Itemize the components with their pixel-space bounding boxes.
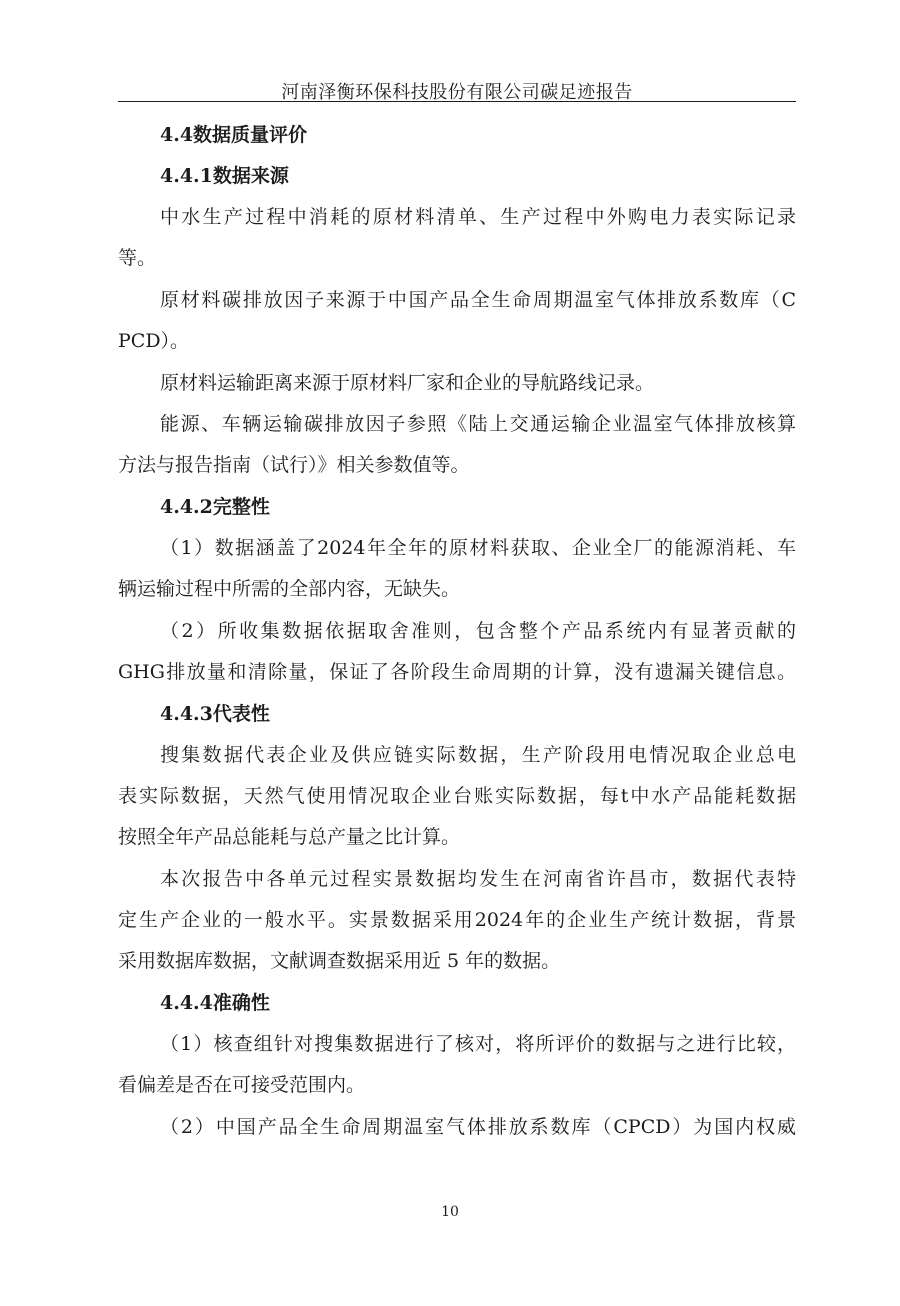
heading-4-4-3: 4.4.3代表性 (160, 703, 270, 725)
page-number: 10 (441, 1204, 459, 1220)
paragraph-line: 辆运输过程中所需的全部内容，无缺失。 (118, 578, 461, 600)
paragraph-line: 等。 (118, 247, 157, 269)
paragraph-line: （2）中国产品全生命周期温室气体排放系数库（CPCD）为国内权威 (160, 1116, 796, 1138)
running-header: 河南泽衡环保科技股份有限公司碳足迹报告 (281, 82, 633, 103)
heading-4-4-1: 4.4.1数据来源 (160, 165, 289, 187)
paragraph-line: 方法与报告指南（试行）》相关参数值等。 (118, 454, 470, 476)
paragraph-line: 表实际数据，天然气使用情况取企业台账实际数据，每t中水产品能耗数据 (118, 785, 796, 807)
heading-4-4-2: 4.4.2完整性 (160, 496, 270, 518)
paragraph-line: 定生产企业的一般水平。实景数据采用2024年的企业生产统计数据，背景 (118, 909, 796, 931)
header-rule (118, 101, 796, 102)
heading-4-4: 4.4数据质量评价 (160, 124, 308, 146)
paragraph-line: （1）核查组针对搜集数据进行了核对，将所评价的数据与之进行比较， (160, 1033, 796, 1055)
paragraph-line: PCD）。 (118, 330, 190, 352)
paragraph-line: （1）数据涵盖了2024年全年的原材料获取、企业全厂的能源消耗、车 (160, 537, 796, 559)
paragraph-line: 能源、车辆运输碳排放因子参照《陆上交通运输企业温室气体排放核算 (160, 413, 796, 435)
heading-4-4-4: 4.4.4准确性 (160, 992, 270, 1014)
paragraph-line: 原材料碳排放因子来源于中国产品全生命周期温室气体排放系数库（C (160, 289, 796, 311)
paragraph-line: 搜集数据代表企业及供应链实际数据，生产阶段用电情况取企业总电 (160, 744, 796, 766)
paragraph-line: 本次报告中各单元过程实景数据均发生在河南省许昌市，数据代表特 (160, 868, 796, 890)
paragraph-line: 原材料运输距离来源于原材料厂家和企业的导航路线记录。 (160, 372, 655, 394)
paragraph-line: 按照全年产品总能耗与总产量之比计算。 (118, 826, 461, 848)
paragraph-line: 看偏差是否在可接受范围内。 (118, 1074, 366, 1096)
paragraph-line: 中水生产过程中消耗的原材料清单、生产过程中外购电力表实际记录 (160, 206, 796, 228)
paragraph-line: GHG排放量和清除量，保证了各阶段生命周期的计算，没有遗漏关键信息。 (118, 661, 796, 683)
paragraph-line: （2）所收集数据依据取舍准则，包含整个产品系统内有显著贡献的 (160, 620, 796, 642)
paragraph-line: 采用数据库数据，文献调查数据采用近 5 年的数据。 (118, 950, 561, 972)
